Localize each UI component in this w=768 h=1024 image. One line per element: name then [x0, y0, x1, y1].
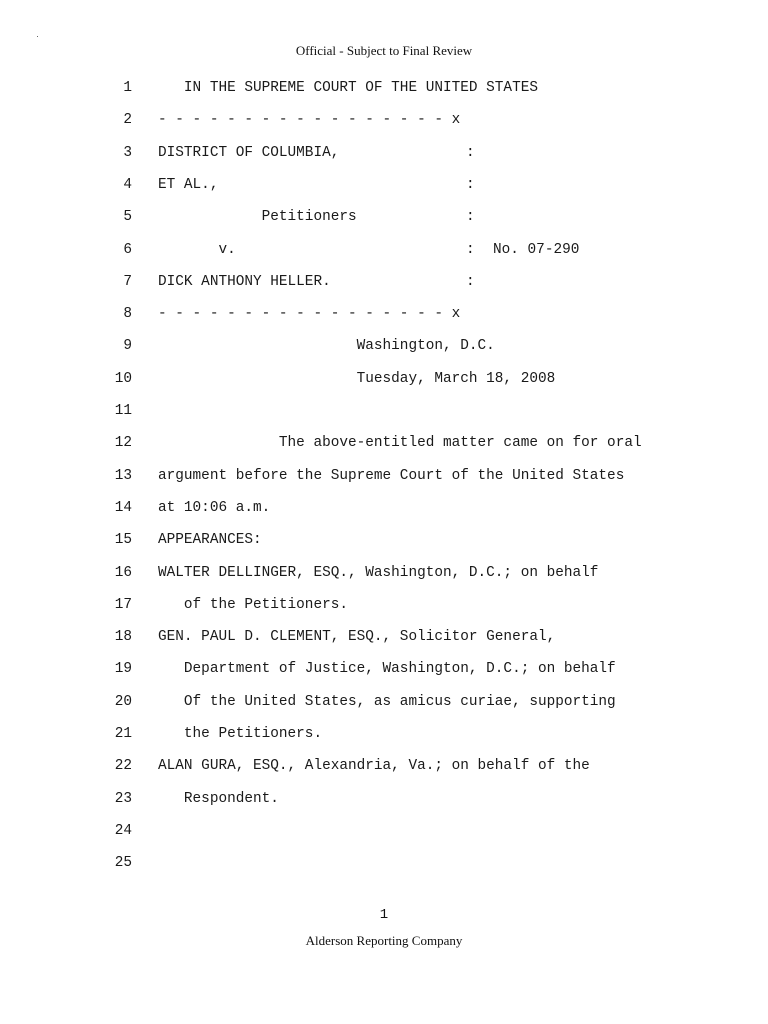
transcript-line: [0, 758, 768, 778]
transcript-line: [0, 274, 768, 294]
line-text: at 10:06 a.m.: [158, 499, 271, 516]
transcript-line: [0, 468, 768, 488]
line-text: IN THE SUPREME COURT OF THE UNITED STATES: [158, 80, 538, 96]
line-number: 6: [123, 241, 132, 258]
line-text: DISTRICT OF COLUMBIA,: [158, 144, 340, 161]
transcript-line: [0, 80, 768, 100]
page-number: 1: [379, 907, 389, 923]
line-text: Department of Justice, Washington, D.C.; on behalf: [158, 661, 616, 678]
line-number: 19: [114, 661, 132, 678]
footer-company: Alderson Reporting Company: [305, 933, 463, 948]
line-number: 11: [114, 403, 132, 419]
transcript-line: [0, 661, 768, 681]
line-text: APPEARANCES:: [158, 532, 262, 549]
transcript-line: [0, 694, 768, 714]
transcript-line: [0, 855, 768, 875]
line-text: Washington, D.C.: [158, 338, 495, 355]
caption-colon: :: [466, 241, 475, 258]
line-number: 9: [123, 338, 132, 355]
line-text: - - - - - - - - - - - - - - - - - x: [158, 112, 461, 129]
line-number: 18: [114, 629, 132, 646]
line-number: 13: [114, 467, 132, 484]
transcript-line: [0, 597, 768, 617]
transcript-line: [0, 306, 768, 326]
transcript-line: [0, 565, 768, 585]
line-number: 16: [114, 564, 132, 581]
transcript-line: [0, 177, 768, 197]
line-number: 12: [114, 435, 132, 452]
line-number: 15: [114, 532, 132, 549]
line-number: 4: [123, 176, 132, 193]
line-text: the Petitioners.: [158, 726, 323, 742]
line-number: 3: [123, 144, 132, 161]
line-number: 10: [114, 370, 132, 387]
line-number: 7: [123, 273, 132, 290]
line-text: argument before the Supreme Court of the United States: [158, 467, 625, 484]
transcript-line: [0, 371, 768, 391]
transcript-line: [0, 726, 768, 746]
line-text: GEN. PAUL D. CLEMENT, ESQ., Solicitor General,: [158, 629, 556, 646]
transcript-line: [0, 791, 768, 811]
line-text: Tuesday, March 18, 2008: [158, 370, 556, 387]
transcript-line: [0, 532, 768, 552]
line-number: 17: [114, 596, 132, 613]
transcript-line: [0, 629, 768, 649]
transcript-line: [0, 823, 768, 843]
transcript-line: [0, 112, 768, 132]
line-number: 20: [114, 693, 132, 710]
transcript-line: [0, 209, 768, 229]
line-number: 8: [123, 306, 132, 323]
line-text: Of the United States, as amicus curiae, supporting: [158, 693, 616, 710]
caption-colon: :: [466, 176, 475, 193]
line-number: 22: [114, 758, 132, 775]
line-text: Respondent.: [158, 790, 279, 807]
line-text: WALTER DELLINGER, ESQ., Washington, D.C.; on behalf: [158, 564, 599, 581]
line-number: 2: [123, 112, 132, 129]
transcript-line: [0, 403, 768, 423]
line-text: The above-entitled matter came on for oral: [158, 435, 642, 452]
transcript-line: [0, 435, 768, 455]
scan-speck: [37, 36, 38, 37]
case-number: No. 07-290: [493, 241, 580, 258]
transcript-line: [0, 500, 768, 520]
caption-colon: :: [466, 209, 475, 226]
line-number: 5: [123, 209, 132, 226]
line-number: 25: [114, 855, 132, 872]
caption-colon: :: [466, 144, 475, 161]
line-number: 24: [114, 822, 132, 839]
transcript-line: [0, 338, 768, 358]
line-text: ALAN GURA, ESQ., Alexandria, Va.; on behalf of the: [158, 758, 590, 775]
line-text: ET AL.,: [158, 176, 219, 193]
transcript-line: [0, 242, 768, 262]
line-text: v.: [158, 241, 236, 258]
line-text: DICK ANTHONY HELLER.: [158, 273, 331, 290]
line-number: 14: [114, 499, 132, 516]
line-text: - - - - - - - - - - - - - - - - - x: [158, 306, 461, 323]
line-number: 21: [114, 726, 132, 742]
transcript-line: [0, 145, 768, 165]
line-number: 23: [114, 790, 132, 807]
page-header: Official - Subject to Final Review: [295, 43, 473, 58]
line-number: 1: [123, 80, 132, 96]
line-text: of the Petitioners.: [158, 596, 348, 613]
caption-colon: :: [466, 273, 475, 290]
line-text: Petitioners: [158, 209, 357, 226]
